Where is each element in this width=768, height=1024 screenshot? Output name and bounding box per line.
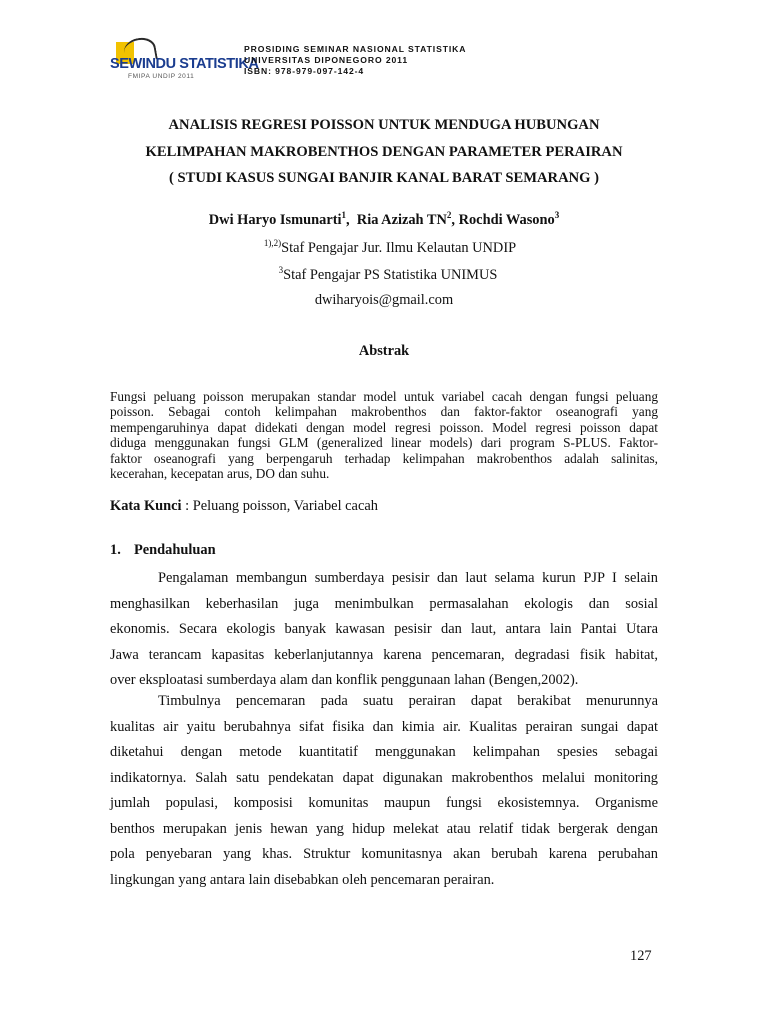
paragraph-line: kualitas air yaitu berubahnya sifat fisika dan kimia air. Kualitas perairan sungai dapat [110, 718, 658, 735]
author-1: Dwi Haryo Ismunarti [208, 212, 342, 228]
paragraph-line: benthos merupakan jenis hewan yang hidup melekat atau relatif tidak bergerak dengan [110, 820, 658, 837]
section-title: Pendahuluan [134, 542, 216, 558]
page-number: 127 [630, 948, 652, 964]
keywords-label: Kata Kunci [110, 498, 182, 514]
affiliation-2 [4, 267, 768, 284]
title-line-1: ANALISIS REGRESI POISSON UNTUK MENDUGA HUBUNGAN [168, 117, 600, 133]
paragraph-line: pola penyebaran yang khas. Struktur komunitasnya akan berubah karena perubahan [110, 846, 658, 862]
abstract-body [110, 389, 658, 481]
paragraph-line: Pengalaman membangun sumberdaya pesisir dan laut selama kurun PJP I selain [158, 570, 658, 586]
author-3-sup: 3 [554, 210, 560, 221]
affiliation-1-text: Staf Pengajar Jur. Ilmu Kelautan UNDIP [281, 240, 517, 256]
author-email[interactable]: dwiharyois@gmail.com [314, 292, 454, 308]
logo-text: SEWINDU STATISTIKA [110, 56, 259, 72]
keywords [110, 498, 378, 515]
paragraph-line: ekonomis. Secara ekologis banyak kawasan pesisir dan laut, antara lain Pantai Utara [110, 621, 658, 637]
abstract-line: mempengaruhinya dapat didekati dengan model regresi poisson. Model regresi poisson dapat [110, 419, 658, 435]
abstract-line: faktor oseanografi yang berpengaruh terhadap kelimpahan makrobenthos adalah salinitas, [110, 450, 658, 466]
logo-subtext: FMIPA UNDIP 2011 [128, 73, 195, 80]
abstract-line: Fungsi peluang poisson merupakan standar model untuk variabel cacah dengan fungsi peluang [110, 389, 658, 404]
author-2: Ria Azizah TN [356, 212, 447, 228]
paragraph-2 [110, 689, 658, 893]
title-line-3: ( STUDI KASUS SUNGAI BANJIR KANAL BARAT SEMARANG ) [168, 170, 600, 186]
author-1-sup: 1 [341, 210, 346, 221]
paragraph-line: Timbulnya pencemaran pada suatu perairan dapat berakibat menurunnya [158, 693, 658, 709]
author-list: Dwi Haryo Ismunarti$^1$, Ria Azizah $TN^2$, Rochdi Wasono$^3$ [208, 210, 560, 228]
conference-logo [110, 38, 259, 80]
proceedings-header [244, 44, 466, 77]
paper-title [0, 112, 768, 192]
title-line-2: KELIMPAHAN MAKROBENTHOS DENGAN PARAMETER PERAIRAN [145, 143, 623, 160]
section-heading [110, 542, 216, 559]
abstract-line: kecerahan, kecepatan arus, DO dan suhu. [110, 466, 330, 482]
affiliation-1-sup: 1),2) [263, 238, 282, 249]
paragraph-line: jumlah populasi, komposisi komunitas maupun fungsi ekosistemnya. Organisme [110, 795, 658, 811]
section-number: 1. [110, 542, 121, 558]
paragraph-1 [110, 566, 658, 694]
author-3: Rochdi Wasono [458, 212, 555, 228]
header-line-2: UNIVERSITAS DIPONEGORO 2011 [244, 55, 409, 65]
header-line-3: ISBN: 978-979-097-142-4 [244, 66, 365, 76]
paragraph-line: indikatornya. Salah satu pendekatan dapat digunakan makrobenthos melalui monitoring [110, 769, 658, 786]
affiliation-2-sup: 3 [278, 265, 284, 276]
paragraph-line: Jawa terancam kapasitas keberlanjutannya karena pencemaran, degradasi fisik habitat, [110, 646, 658, 663]
abstract-line: poisson. Sebagai contoh kelimpahan makrobenthos dan faktor-faktor oseanografi yang [110, 404, 658, 420]
header-line-1: PROSIDING SEMINAR NASIONAL STATISTIKA [244, 44, 467, 54]
affiliation-2-text: Staf Pengajar PS Statistika UNIMUS [283, 267, 498, 283]
author-2-sup: 2 [446, 210, 452, 221]
paragraph-line: lingkungan yang antara lain disebabkan oleh pencemaran perairan. [110, 871, 495, 888]
keywords-text: : Peluang poisson, Variabel cacah [181, 498, 378, 514]
paragraph-line: menghasilkan keberhasilan juga menimbulkan permasalahan ekologis dan sosial [110, 595, 658, 612]
paragraph-line: over eksploatasi sumberdaya alam dan konflik penggunaan lahan (Bengen,2002). [110, 672, 579, 688]
abstract-line: diduga menggunakan fungsi GLM (generalized linear models) dari program S-PLUS. Faktor- [110, 435, 658, 451]
paragraph-line: diketahui dengan metode kuantitatif menggunakan kelimpahan spesies sebagai [110, 744, 658, 760]
abstract-heading: Abstrak [358, 343, 410, 359]
affiliation-1 [6, 240, 768, 257]
